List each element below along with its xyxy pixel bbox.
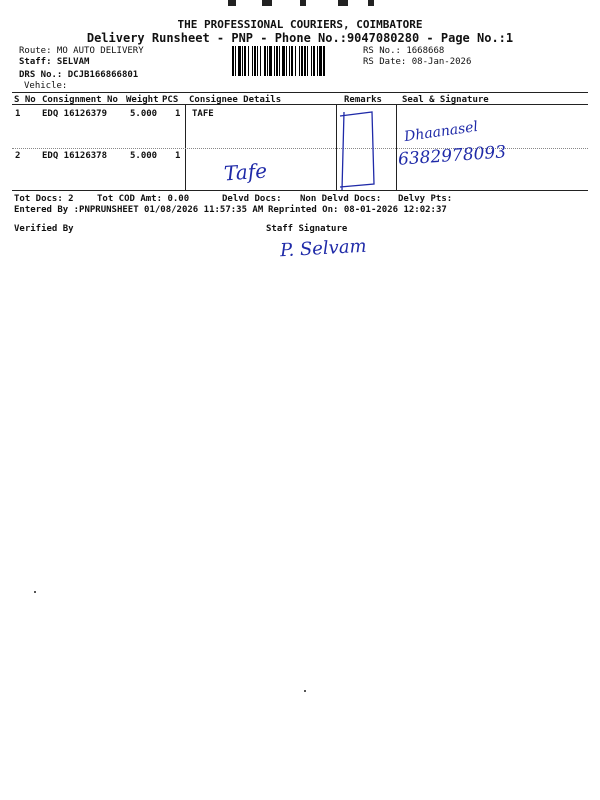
handwritten-receiver-phone: 6382978093 (397, 142, 507, 170)
rs-date: RS Date: 08-Jan-2026 (363, 57, 472, 67)
reprinted-on: Reprinted On: 08-01-2026 12:02:37 (268, 205, 447, 215)
delivered-docs: Delvd Docs: (222, 194, 282, 204)
company-title: THE PROFESSIONAL COURIERS, COIMBATORE (177, 18, 423, 31)
runsheet-title: Delivery Runsheet - PNP - Phone No.:9047080280 - Page No.:1 (86, 31, 514, 45)
table-bottom-border (12, 190, 588, 191)
verified-by-label: Verified By (14, 224, 74, 234)
header-weight: Weight (126, 95, 159, 105)
staff-signature: P. Selvam (279, 235, 368, 262)
table-row-2-pcs: 1 (175, 151, 181, 161)
table-row-1-sno: 1 (15, 109, 21, 119)
column-divider (185, 104, 186, 190)
drs-number: DRS No.: DCJB166866801 (19, 70, 139, 80)
table-row-1-consignment: EDQ 16126379 (42, 109, 108, 119)
table-row-2-weight: 5.000 (130, 151, 158, 161)
table-row-2-consignment: EDQ 16126378 (42, 151, 108, 161)
header-remarks: Remarks (344, 95, 382, 105)
header-pcs: PCS (162, 95, 179, 105)
route-label: Route: MO AUTO DELIVERY (19, 46, 144, 56)
header-seal-signature: Seal & Signature (402, 95, 489, 105)
total-docs: Tot Docs: 2 (14, 194, 74, 204)
barcode (232, 46, 357, 76)
staff-signature-label: Staff Signature (266, 224, 348, 234)
handwritten-receiver-name: Dhaanasel (403, 118, 480, 146)
table-row-1-pcs: 1 (175, 109, 181, 119)
vehicle-label: Vehicle: (24, 81, 68, 91)
header-consignee: Consignee Details (189, 95, 282, 105)
rs-number: RS No.: 1668668 (363, 46, 445, 56)
table-row-2-sno: 2 (15, 151, 21, 161)
header-sno: S No (14, 95, 36, 105)
staff-label: Staff: SELVAM (19, 57, 90, 67)
table-top-border (12, 92, 588, 93)
entered-by: Entered By :PNPRUNSHEET 01/08/2026 11:57:35 AM (14, 205, 264, 215)
table-row-1-weight: 5.000 (130, 109, 158, 119)
total-cod-amount: Tot COD Amt: 0.00 (97, 194, 190, 204)
non-delivered-docs: Non Delvd Docs: (300, 194, 382, 204)
scan-speck (304, 690, 306, 692)
handwritten-consignee: Tafe (223, 158, 268, 186)
scan-speck (34, 591, 36, 593)
delivery-points: Delvy Pts: (398, 194, 453, 204)
header-consignment: Consignment No (42, 95, 118, 105)
remarks-bracket-mark (334, 100, 384, 194)
column-divider (396, 104, 397, 190)
table-row-1-consignee: TAFE (192, 109, 214, 119)
